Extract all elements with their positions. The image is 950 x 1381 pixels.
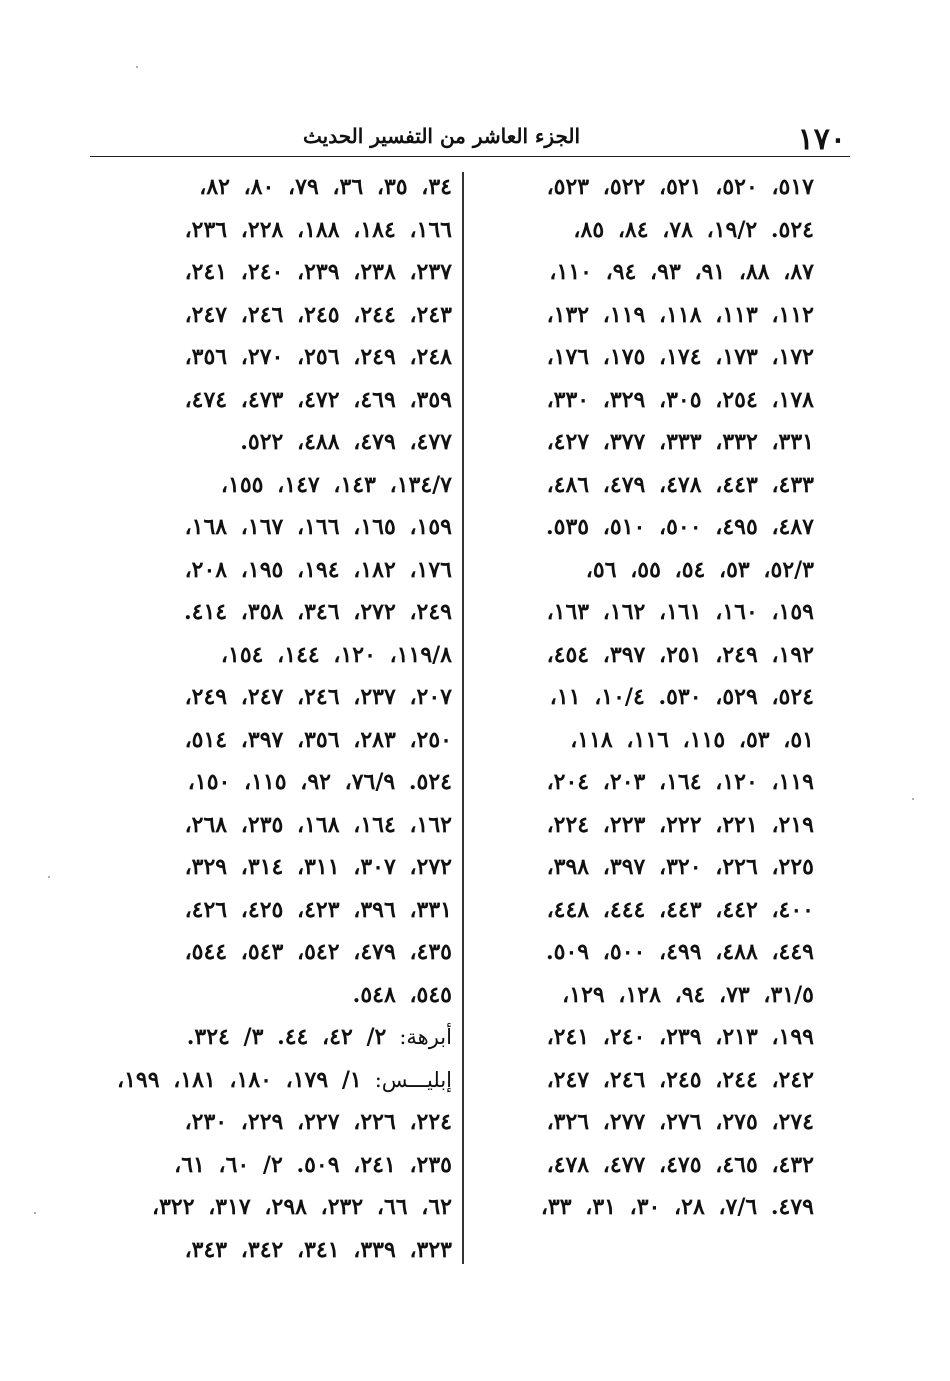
index-line: ٤٣٥، ٤٧٩، ٥٤٢، ٥٤٣، ٥٤٤، [184, 939, 452, 965]
index-column-right [474, 166, 814, 1229]
index-line: ٢٢٥، ٢٢٦، ٣٢٠، ٣٩٧، ٣٩٨، [546, 854, 814, 880]
index-line: ١٧٨، ٢٥٤، ٣٠٥، ٣٢٩، ٣٣٠، [546, 386, 814, 413]
scan-speck [34, 1212, 36, 1214]
index-line: ١٧٢، ١٧٣، ١٧٤، ١٧٥، ١٧٦، [546, 344, 814, 370]
scan-speck [48, 876, 50, 878]
index-line: ٤٧٩. ٧/٦، ٢٨، ٣٠، ٣١، ٣٣، [540, 1194, 814, 1220]
running-title: الجزء العاشر من التفسير الحديث [303, 124, 580, 148]
index-line: ١٥٩، ١٦٥، ١٦٦، ١٦٧، ١٦٨، [184, 514, 452, 540]
index-line: ١٦٢، ١٦٤، ١٦٨، ٢٣٥، ٢٦٨، [184, 811, 452, 838]
page-number: ١٧٠ [797, 122, 846, 157]
page-header [90, 118, 850, 157]
index-line: ٤٠٠، ٤٤٢، ٤٤٣، ٤٤٤، ٤٤٨، [546, 896, 814, 923]
index-line: ٤٨٧، ٤٩٥، ٥٠٠، ٥١٠، ٥٣٥. [546, 514, 814, 540]
index-line: ١٩٩، ٢١٣، ٢٣٩، ٢٤٠، ٢٤١، [546, 1024, 814, 1050]
index-line: ٣٢٣، ٣٣٩، ٣٤١، ٣٤٢، ٣٤٣، [184, 1236, 452, 1263]
index-line: ٥٢/٣، ٥٣، ٥٤، ٥٥، ٥٦، [585, 556, 814, 583]
index-line: ٢٥٠، ٢٨٣، ٣٥٦، ٣٩٧، ٥١٤، [184, 726, 452, 753]
column-divider [462, 172, 464, 1264]
index-line: ٥١٧، ٥٢٠، ٥٢١، ٥٢٢، ٥٢٣، [546, 174, 814, 200]
entry-references: ٢/ ٤٢، ٤٤. ٣/ ٣٢٤. [186, 1024, 387, 1050]
index-line: ٥٢٤. ٧٦/٩، ٩٢، ١١٥، ١٥٠، [187, 769, 452, 795]
index-line: ٣٣١، ٣٣٢، ٣٣٣، ٣٧٧، ٤٢٧، [546, 429, 814, 455]
index-line: ١٩٢، ٢٤٩، ٢٥١، ٣٩٧، ٤٥٤، [546, 641, 814, 668]
index-line: ٤٣٣، ٤٤٣، ٤٧٨، ٤٧٩، ٤٨٦، [546, 471, 814, 498]
index-line: ٥٢٤. ١٩/٢، ٧٨، ٨٤، ٨٥، [573, 216, 814, 243]
index-line: ٢٧٤، ٢٧٥، ٢٧٦، ٢٧٧، ٣٢٦، [546, 1109, 814, 1135]
index-line: ٢١٩، ٢٢١، ٢٢٢، ٢٢٣، ٢٢٤، [546, 811, 814, 838]
index-line: ٢٣٧، ٢٣٨، ٢٣٩، ٢٤٠، ٢٤١، [184, 259, 452, 285]
index-line: ٢٤٨، ٢٤٩، ٢٥٦، ٢٧٠، ٣٥٦، [184, 344, 452, 370]
index-line: ١٣٤/٧، ١٤٣، ١٤٧، ١٥٥، [220, 471, 452, 498]
index-line: ٨٧، ٨٨، ٩١، ٩٣، ٩٤، ١١٠، [549, 259, 814, 285]
index-line: ١١٢، ١١٣، ١١٨، ١١٩، ١٣٢، [546, 301, 814, 328]
index-line: ٣٣١، ٣٩٦، ٤٢٣، ٤٢٥، ٤٢٦، [184, 896, 452, 923]
index-line: ٥٢٤، ٥٢٩، ٥٣٠. ١٠/٤، ١١، [549, 684, 814, 710]
entry-heading: أبرهة: [399, 1025, 452, 1049]
index-line: ١١٩، ١٢٠، ١٦٤، ٢٠٣، ٢٠٤، [546, 769, 814, 795]
index-line: ٥١، ٥٣، ١١٥، ١١٦، ١١٨، [570, 726, 814, 753]
index-line: ٤٣٢، ٤٦٥، ٤٧٥، ٤٧٧، ٤٧٨، [546, 1151, 814, 1178]
index-line: ٢٠٧، ٢٣٧، ٢٤٦، ٢٤٧، ٢٤٩، [184, 684, 452, 710]
index-line: ٢٧٢، ٣٠٧، ٣١١، ٣١٤، ٣٢٩، [184, 854, 452, 880]
index-line: ٢٤٣، ٢٤٤، ٢٤٥، ٢٤٦، ٢٤٧، [184, 301, 452, 328]
index-line: ٣١/٥، ٧٣، ٩٤، ١٢٨، ١٢٩، [562, 981, 814, 1008]
scan-speck [912, 798, 914, 800]
index-line: ٢٤٢، ٢٤٤، ٢٤٥، ٢٤٦، ٢٤٧، [546, 1066, 814, 1093]
index-line: ٥٤٥، ٥٤٨. [352, 981, 452, 1008]
entry-references: ١/ ١٧٩، ١٨٠، ١٨١، ١٩٩، [116, 1066, 362, 1093]
index-line: ١٥٩، ١٦٠، ١٦١، ١٦٢، ١٦٣، [546, 599, 814, 625]
index-line: ٦٢، ٦٦، ٢٣٢، ٢٩٨، ٣١٧، ٣٢٢، [151, 1194, 452, 1220]
index-line: ٤٧٧، ٤٧٩، ٤٨٨، ٥٢٢. [240, 429, 452, 455]
index-line: ٢٢٤، ٢٢٦، ٢٢٧، ٢٢٩، ٢٣٠، [184, 1109, 452, 1135]
index-line: ٢٤٩، ٢٧٢، ٣٤٦، ٣٥٨، ٤١٤. [184, 599, 452, 625]
index-line: ٣٥٩، ٤٦٩، ٤٧٢، ٤٧٣، ٤٧٤، [184, 386, 452, 413]
entry-heading: إبليـــس: [374, 1067, 452, 1092]
index-line: ٢٣٥، ٢٤١، ٥٠٩. ٢/ ٦٠، ٦١، [174, 1151, 452, 1178]
index-line: ١٧٦، ١٨٢، ١٩٤، ١٩٥، ٢٠٨، [184, 556, 452, 583]
index-entry-iblis [92, 1059, 452, 1102]
index-line: ٤٤٩، ٤٨٨، ٤٩٩، ٥٠٠، ٥٠٩. [546, 939, 814, 965]
index-column-left [92, 166, 452, 1271]
index-line: ٣٤، ٣٥، ٣٦، ٧٩، ٨٠، ٨٢، [199, 174, 452, 200]
scan-speck [136, 66, 138, 68]
index-line: ١٦٦، ١٨٤، ١٨٨، ٢٢٨، ٢٣٦، [184, 216, 452, 243]
index-entry-abraha [92, 1016, 452, 1059]
index-line: ١١٩/٨، ١٢٠، ١٤٤، ١٥٤، [220, 641, 452, 668]
